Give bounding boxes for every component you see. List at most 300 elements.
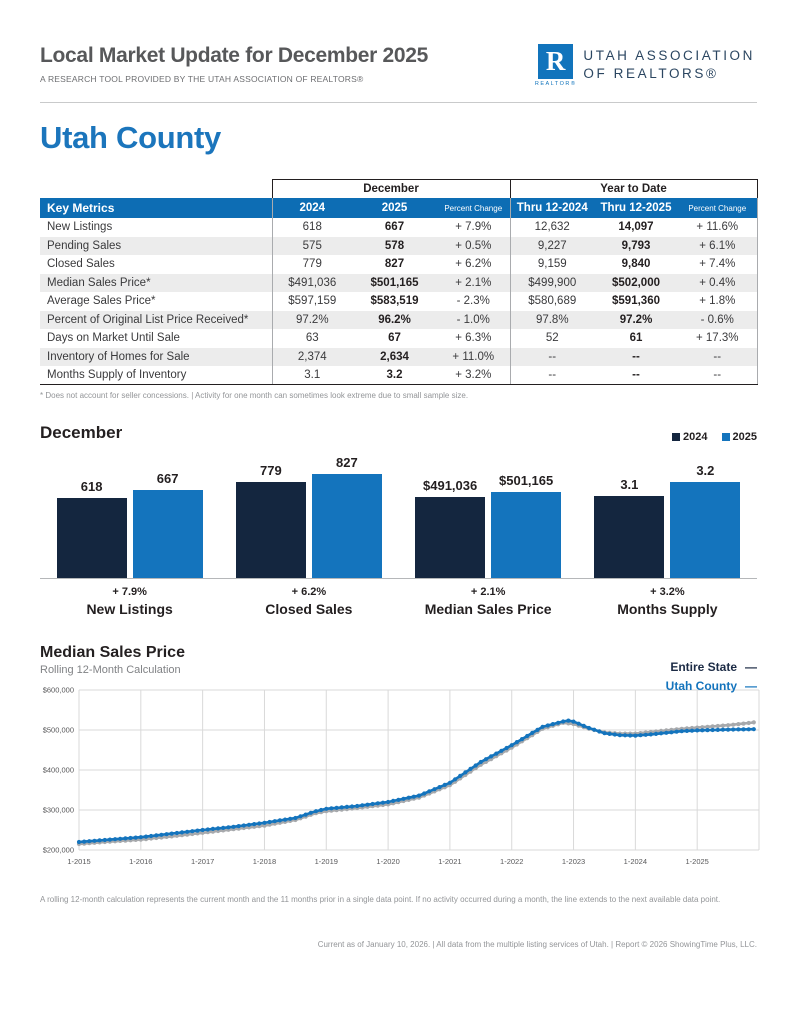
- series-marker: [417, 794, 421, 798]
- metric-cell: New Listings: [47, 221, 113, 234]
- ytd-2024-cell: --: [510, 366, 594, 385]
- report-footer: Current as of January 10, 2026. | All data from the multiple listing services of Utah. | Report © 2026 ShowingTime Plus, LLC.: [317, 940, 757, 949]
- bar-chart-area: [40, 457, 757, 617]
- bar-legend-item: 2025: [722, 431, 757, 443]
- series-marker: [633, 734, 637, 738]
- dec-pct-cell: + 6.3%: [437, 329, 510, 348]
- series-marker: [335, 806, 339, 810]
- series-marker: [391, 799, 395, 803]
- logo-org-name: [583, 44, 755, 82]
- series-marker: [412, 795, 416, 799]
- series-marker: [257, 821, 261, 825]
- series-marker: [664, 731, 668, 735]
- bar-value-label: 618: [80, 479, 103, 494]
- legend-swatch-icon: [672, 433, 680, 441]
- metric-cell: Average Sales Price*: [47, 295, 156, 308]
- series-marker: [458, 774, 462, 778]
- series-marker: [556, 721, 560, 725]
- bar-2025-column: [133, 471, 203, 578]
- bar-category-label: New Listings: [86, 601, 173, 617]
- table-row: [40, 292, 757, 311]
- bar-group: [219, 455, 398, 578]
- series-marker: [211, 827, 215, 831]
- series-marker: [608, 732, 612, 736]
- dec-pct-cell: + 0.5%: [437, 237, 510, 256]
- series-marker: [587, 726, 591, 730]
- dec-pct-cell: + 3.2%: [437, 366, 510, 385]
- ytd-2024-cell: --: [510, 348, 594, 367]
- series-marker: [736, 727, 740, 731]
- series-marker: [92, 839, 96, 843]
- series-marker: [201, 828, 205, 832]
- ytd-pct-cell: + 0.4%: [678, 274, 757, 293]
- dec-2024-cell: 618: [272, 218, 352, 237]
- series-marker: [329, 806, 333, 810]
- bar-category-label: Months Supply: [617, 601, 718, 617]
- dec-2025-cell: 667: [384, 221, 405, 234]
- series-marker: [268, 820, 272, 824]
- series-marker: [453, 777, 457, 781]
- bar-2024-column: [236, 463, 306, 578]
- col-header-ytd-2024: Thru 12-2024: [510, 198, 594, 218]
- series-marker: [747, 727, 751, 731]
- dec-pct-cell: + 2.1%: [437, 274, 510, 293]
- series-marker: [618, 733, 622, 737]
- bar-value-label: 3.1: [620, 477, 639, 492]
- ytd-2025-cell: 97.2%: [594, 311, 678, 330]
- series-marker: [381, 801, 385, 805]
- bar-2025: [133, 490, 203, 578]
- series-marker: [82, 840, 86, 844]
- line-chart-legend: [666, 658, 757, 696]
- series-marker: [175, 831, 179, 835]
- series-marker: [602, 731, 606, 735]
- series-marker: [396, 798, 400, 802]
- line-chart-title: Median Sales Price: [40, 644, 185, 661]
- series-marker: [283, 818, 287, 822]
- bar-2025-column: [491, 473, 561, 578]
- dec-2025-cell: 578: [352, 237, 437, 256]
- series-marker: [190, 829, 194, 833]
- report-title: Local Market Update for December 2025: [40, 44, 429, 67]
- series-marker: [747, 721, 751, 725]
- metric-cell: Days on Market Until Sale: [47, 332, 180, 345]
- series-marker: [752, 720, 756, 724]
- series-marker: [741, 722, 745, 726]
- series-marker: [128, 836, 132, 840]
- series-marker: [98, 838, 102, 842]
- series-marker: [443, 783, 447, 787]
- metric-cell: Percent of Original List Price Received*: [40, 311, 272, 330]
- series-marker: [716, 728, 720, 732]
- series-marker: [644, 733, 648, 737]
- series-marker: [407, 796, 411, 800]
- y-tick-label: $400,000: [42, 765, 74, 775]
- series-marker: [561, 719, 565, 723]
- table-row: [40, 237, 757, 256]
- series-marker: [690, 729, 694, 733]
- series-marker: [427, 789, 431, 793]
- ytd-pct-cell: + 7.4%: [678, 255, 757, 274]
- series-marker: [695, 728, 699, 732]
- series-marker: [103, 838, 107, 842]
- series-marker: [726, 723, 730, 727]
- ytd-2024-cell: $499,900: [510, 274, 594, 293]
- series-marker: [438, 785, 442, 789]
- series-marker: [237, 824, 241, 828]
- line-legend-item: [666, 658, 757, 677]
- series-marker: [499, 749, 503, 753]
- dec-pct-cell: + 6.2%: [437, 255, 510, 274]
- series-marker: [324, 807, 328, 811]
- series-marker: [535, 728, 539, 732]
- bar-category-label: Closed Sales: [265, 601, 353, 617]
- series-marker: [247, 823, 251, 827]
- bar-value-label: $491,036: [423, 478, 478, 493]
- series-marker: [365, 803, 369, 807]
- bar-chart-legend: [672, 431, 757, 443]
- col-header-dec-pct: Percent Change: [437, 198, 510, 218]
- dec-2024-cell: $597,159: [272, 292, 352, 311]
- series-marker: [376, 801, 380, 805]
- bar-value-label: $501,165: [499, 473, 554, 488]
- bar-pct-change-label: + 2.1%: [470, 586, 506, 598]
- series-marker: [149, 834, 153, 838]
- metric-cell: Closed Sales: [47, 258, 115, 271]
- series-marker: [422, 791, 426, 795]
- series-marker: [541, 725, 545, 729]
- series-line-utah-county: [79, 721, 754, 842]
- ytd-pct-cell: --: [678, 366, 757, 385]
- median-price-line-chart: [35, 684, 762, 882]
- series-marker: [546, 723, 550, 727]
- ytd-2025-cell: 14,097: [618, 221, 654, 234]
- series-marker: [571, 720, 575, 724]
- dec-2024-cell: $491,036: [272, 274, 352, 293]
- ytd-2025-cell: --: [594, 348, 678, 367]
- table-row: [40, 329, 757, 348]
- dec-2025-cell: $583,519: [370, 295, 419, 308]
- series-marker: [479, 760, 483, 764]
- series-marker: [700, 728, 704, 732]
- logo-org-line2: OF REALTORS®: [583, 65, 719, 81]
- ytd-2024-cell: 12,632: [534, 221, 570, 234]
- ytd-2025-cell: $591,360: [612, 295, 660, 308]
- bar-pct-row: [40, 579, 757, 598]
- series-marker: [659, 731, 663, 735]
- ytd-pct-cell: + 17.3%: [678, 329, 757, 348]
- series-marker: [195, 829, 199, 833]
- line-legend-dash-icon: —: [745, 660, 757, 674]
- x-tick-label: 1-2022: [500, 857, 524, 866]
- series-marker: [680, 729, 684, 733]
- series-marker: [304, 813, 308, 817]
- x-tick-label: 1-2025: [685, 857, 709, 866]
- bar-chart-title: December: [40, 423, 123, 442]
- bar-2025: [670, 482, 740, 578]
- series-marker: [159, 833, 163, 837]
- series-marker: [108, 838, 112, 842]
- series-marker: [221, 826, 225, 830]
- series-marker: [386, 800, 390, 804]
- ytd-pct-cell: + 11.6%: [678, 218, 757, 237]
- table-row: [40, 218, 757, 237]
- series-marker: [736, 722, 740, 726]
- x-tick-label: 1-2015: [67, 857, 91, 866]
- x-tick-label: 1-2017: [190, 857, 215, 866]
- bar-2025: [312, 474, 382, 578]
- series-marker: [705, 728, 709, 732]
- line-chart-wrap: [35, 684, 757, 887]
- uar-logo: [535, 44, 755, 87]
- x-tick-label: 1-2021: [438, 857, 462, 866]
- series-marker: [505, 746, 509, 750]
- bar-2025-column: [312, 455, 382, 578]
- series-marker: [309, 811, 313, 815]
- series-marker: [577, 722, 581, 726]
- header-divider: [40, 102, 757, 103]
- table-row: [40, 311, 757, 330]
- bar-2024: [594, 496, 664, 578]
- series-marker: [87, 839, 91, 843]
- table-row: [40, 255, 757, 274]
- line-legend-label: Entire State: [670, 660, 737, 674]
- dec-2025-cell: 67: [388, 332, 401, 345]
- series-marker: [340, 805, 344, 809]
- series-marker: [139, 835, 143, 839]
- series-marker: [134, 836, 138, 840]
- series-marker: [675, 730, 679, 734]
- realtor-r-icon: R: [538, 44, 573, 79]
- y-tick-label: $200,000: [42, 845, 74, 855]
- metric-cell: Median Sales Price*: [40, 274, 272, 293]
- dec-2025-cell: 3.2: [352, 366, 437, 385]
- series-marker: [597, 729, 601, 733]
- dec-2025-cell: 827: [384, 258, 405, 271]
- metric-cell: Pending Sales: [40, 237, 272, 256]
- series-marker: [180, 830, 184, 834]
- bar-groups: [40, 457, 757, 579]
- ytd-2024-cell: 9,227: [510, 237, 594, 256]
- y-tick-label: $600,000: [42, 685, 74, 695]
- col-header-dec-2025: 2025: [352, 198, 437, 218]
- metric-cell: Months Supply of Inventory: [40, 366, 272, 385]
- series-marker: [669, 730, 673, 734]
- report-subtitle: A RESEARCH TOOL PROVIDED BY THE UTAH ASSOCIATION OF REALTORS®: [40, 74, 364, 84]
- series-marker: [226, 825, 230, 829]
- line-legend-dash-icon: —: [745, 679, 757, 694]
- realtor-badge: [535, 44, 577, 87]
- bar-chart-section: [40, 423, 757, 617]
- col-header-ytd-pct: Percent Change: [678, 198, 757, 218]
- bar-value-label: 827: [336, 455, 358, 470]
- report-header: [40, 44, 757, 87]
- bar-group: [40, 471, 219, 578]
- area-title: Utah County: [40, 120, 221, 155]
- dec-2024-cell: 97.2%: [272, 311, 352, 330]
- dec-pct-cell: - 1.0%: [437, 311, 510, 330]
- col-header-dec-2024: 2024: [272, 198, 352, 218]
- series-marker: [314, 809, 318, 813]
- x-tick-label: 1-2016: [129, 857, 153, 866]
- bar-value-label: 667: [156, 471, 179, 486]
- logo-org-line1: UTAH ASSOCIATION: [583, 48, 755, 63]
- bar-legend-item: 2024: [672, 431, 707, 443]
- series-marker: [649, 732, 653, 736]
- series-marker: [360, 803, 364, 807]
- x-tick-label: 1-2020: [376, 857, 400, 866]
- x-tick-label: 1-2018: [252, 857, 277, 866]
- table-row: [40, 366, 757, 385]
- bar-2025-column: [670, 463, 740, 578]
- dec-pct-cell: + 7.9%: [437, 218, 510, 237]
- ytd-2025-cell: 9,793: [594, 237, 678, 256]
- ytd-pct-cell: + 1.8%: [678, 292, 757, 311]
- series-marker: [350, 804, 354, 808]
- x-tick-label: 1-2023: [561, 857, 586, 866]
- y-tick-label: $500,000: [42, 725, 74, 735]
- dec-2025-cell: $501,165: [352, 274, 437, 293]
- series-marker: [638, 733, 642, 737]
- series-marker: [494, 752, 498, 756]
- series-marker: [345, 805, 349, 809]
- series-marker: [741, 727, 745, 731]
- series-marker: [165, 832, 169, 836]
- series-marker: [520, 737, 524, 741]
- bar-pct-change-label: + 7.9%: [112, 586, 147, 598]
- table-row: [40, 274, 757, 293]
- bar-group: [399, 473, 578, 578]
- series-marker: [293, 816, 297, 820]
- series-marker: [468, 767, 472, 771]
- table-group-header-row: [40, 180, 757, 199]
- ytd-2024-cell: 9,159: [537, 258, 567, 271]
- dec-2024-cell: 3.1: [272, 366, 352, 385]
- series-marker: [77, 840, 81, 844]
- series-marker: [515, 740, 519, 744]
- bar-2024: [415, 497, 485, 578]
- series-marker: [489, 754, 493, 758]
- x-tick-label: 1-2019: [314, 857, 338, 866]
- key-metrics-table: [40, 179, 758, 385]
- series-marker: [252, 822, 256, 826]
- series-marker: [530, 731, 534, 735]
- series-marker: [298, 814, 302, 818]
- line-chart-subtitle: Rolling 12-Month Calculation: [40, 664, 181, 676]
- series-marker: [613, 732, 617, 736]
- ytd-2024-cell: 52: [545, 332, 559, 345]
- series-marker: [474, 763, 478, 767]
- series-marker: [154, 833, 158, 837]
- series-marker: [371, 802, 375, 806]
- dec-2025-cell: 2,634: [352, 348, 437, 367]
- series-marker: [721, 724, 725, 728]
- series-marker: [206, 827, 210, 831]
- dec-pct-cell: + 11.0%: [437, 348, 510, 367]
- table-row: [40, 348, 757, 367]
- series-marker: [721, 728, 725, 732]
- series-marker: [711, 724, 715, 728]
- series-marker: [185, 830, 189, 834]
- ytd-2024-cell: $580,689: [528, 295, 577, 308]
- dec-2024-cell: 2,374: [272, 348, 352, 367]
- legend-swatch-icon: [722, 433, 730, 441]
- series-marker: [288, 817, 292, 821]
- bar-pct-change-label: + 6.2%: [291, 586, 327, 598]
- ytd-pct-cell: + 6.1%: [678, 237, 757, 256]
- group-header-ytd: Year to Date: [510, 180, 757, 199]
- series-marker: [273, 819, 277, 823]
- rolling-calc-note: A rolling 12-month calculation represents the current month and the 11 months prior in a single data point. If no activity occurred during a month, the line extends to the next available data point.: [40, 895, 721, 904]
- table-column-header-row: [40, 198, 757, 218]
- line-legend-item: [666, 677, 757, 696]
- series-marker: [551, 722, 555, 726]
- metric-cell: Inventory of Homes for Sale: [40, 348, 272, 367]
- bar-category-row: [40, 598, 757, 617]
- dec-pct-cell: - 2.3%: [437, 292, 510, 311]
- series-marker: [726, 728, 730, 732]
- bar-group: [578, 463, 757, 578]
- y-tick-label: $300,000: [42, 805, 74, 815]
- series-marker: [216, 826, 220, 830]
- series-marker: [654, 732, 658, 736]
- series-marker: [628, 733, 632, 737]
- dec-2024-cell: 575: [272, 237, 352, 256]
- series-marker: [685, 729, 689, 733]
- bar-2024-column: [57, 479, 127, 578]
- bar-2024: [57, 498, 127, 578]
- header-titles: [40, 44, 428, 84]
- realtor-badge-caption: REALTOR®: [534, 81, 577, 87]
- series-marker: [592, 728, 596, 732]
- ytd-2025-cell: $502,000: [594, 274, 678, 293]
- ytd-2025-cell: 61: [629, 332, 643, 345]
- group-header-spacer: [40, 180, 272, 199]
- series-marker: [432, 787, 436, 791]
- dec-2024-cell: 63: [272, 329, 352, 348]
- series-line-entire-state: [79, 722, 754, 844]
- series-marker: [448, 781, 452, 785]
- col-header-key-metrics: Key Metrics: [40, 198, 272, 218]
- series-marker: [463, 770, 467, 774]
- bar-value-label: 779: [260, 463, 282, 478]
- series-marker: [525, 734, 529, 738]
- series-marker: [231, 825, 235, 829]
- ytd-pct-cell: - 0.6%: [678, 311, 757, 330]
- series-marker: [113, 837, 117, 841]
- series-marker: [582, 724, 586, 728]
- series-marker: [711, 728, 715, 732]
- series-marker: [319, 808, 323, 812]
- group-header-december: December: [272, 180, 510, 199]
- line-legend-label: Utah County: [665, 679, 737, 694]
- series-marker: [170, 832, 174, 836]
- line-chart-section: [40, 644, 757, 904]
- series-marker: [566, 719, 570, 723]
- ytd-2024-cell: 97.8%: [510, 311, 594, 330]
- series-marker: [123, 836, 127, 840]
- dec-2025-cell: 96.2%: [352, 311, 437, 330]
- bar-2024-column: [415, 478, 485, 578]
- dec-2024-cell: 779: [272, 255, 352, 274]
- series-marker: [242, 823, 246, 827]
- series-marker: [262, 821, 266, 825]
- series-marker: [484, 757, 488, 761]
- ytd-2025-cell: --: [594, 366, 678, 385]
- col-header-ytd-2025: Thru 12-2025: [594, 198, 678, 218]
- series-marker: [118, 837, 122, 841]
- series-marker: [623, 733, 627, 737]
